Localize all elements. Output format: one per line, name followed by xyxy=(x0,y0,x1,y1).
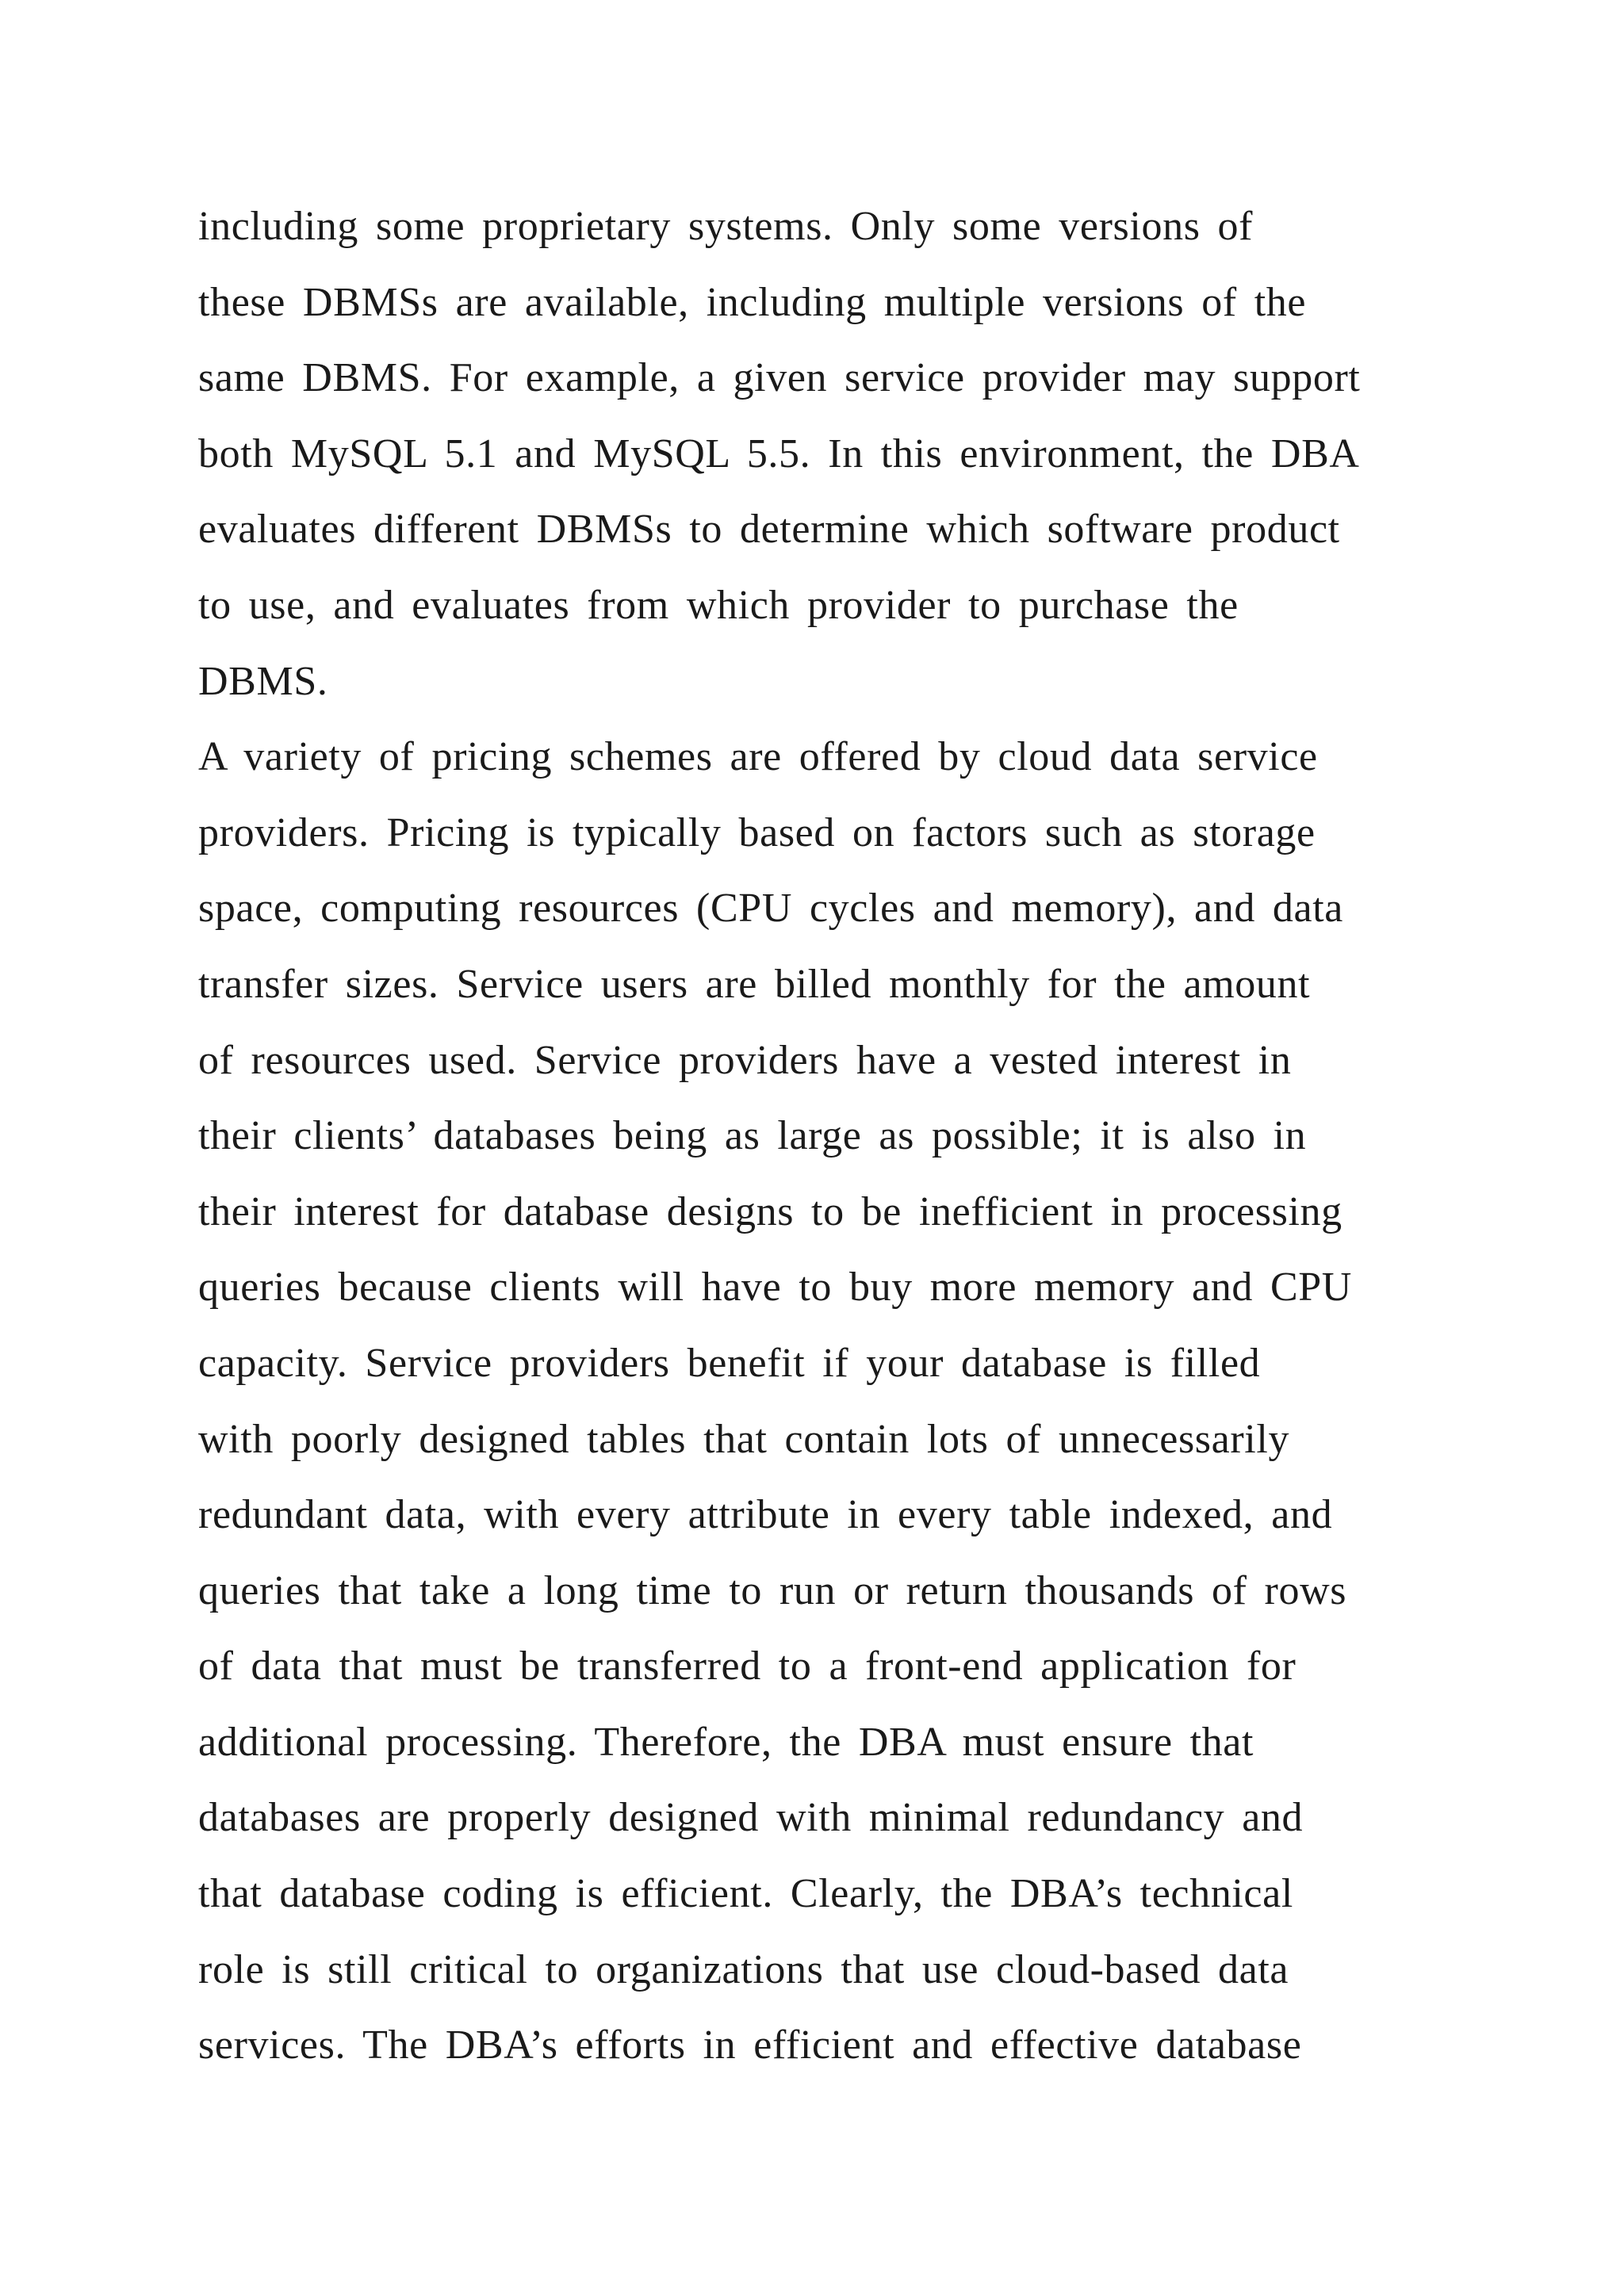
text-line: capacity. Service providers benefit if your database is filled xyxy=(198,1340,1261,1386)
text-line: role is still critical to organizations that use cloud-based data xyxy=(198,1946,1289,1992)
text-line: services. The DBA’s efforts in efficient and effective database xyxy=(198,2022,1302,2068)
text-line: queries because clients will have to buy more memory and CPU xyxy=(198,1265,1352,1311)
text-line: that database coding is efficient. Clearly, the DBA’s technical xyxy=(198,1871,1293,1917)
text-line: transfer sizes. Service users are billed monthly for the amount xyxy=(198,961,1311,1007)
text-line: queries that take a long time to run or return thousands of rows xyxy=(198,1567,1347,1613)
text-line: same DBMS. For example, a given service provider may support xyxy=(198,355,1361,401)
text-line: additional processing. Therefore, the DBA must ensure that xyxy=(198,1719,1254,1765)
text-line: A variety of pricing schemes are offered by cloud data service xyxy=(198,734,1318,780)
text-line: providers. Pricing is typically based on factors such as storage xyxy=(198,809,1316,855)
text-line: databases are properly designed with minimal redundancy and xyxy=(198,1795,1304,1841)
text-line: of data that must be transferred to a front-end application for xyxy=(198,1644,1297,1689)
text-line: evaluates different DBMSs to determine which software product xyxy=(198,507,1340,553)
text-line: DBMS. xyxy=(198,658,328,704)
text-line: including some proprietary systems. Only some versions of xyxy=(198,204,1254,249)
text-line: their clients’ databases being as large as possible; it is also in xyxy=(198,1113,1307,1159)
text-line: of resources used. Service providers have a vested interest in xyxy=(198,1037,1292,1083)
text-line: to use, and evaluates from which provider to purchase the xyxy=(198,582,1239,628)
text-line: with poorly designed tables that contain lots of unnecessarily xyxy=(198,1416,1290,1462)
text-line: redundant data, with every attribute in every table indexed, and xyxy=(198,1492,1333,1538)
text-line: both MySQL 5.1 and MySQL 5.5. In this environment, the DBA xyxy=(198,430,1360,476)
text-line: their interest for database designs to be inefficient in processing xyxy=(198,1188,1342,1234)
text-line: space, computing resources (CPU cycles and memory), and data xyxy=(198,886,1344,932)
body-text xyxy=(198,189,1435,2084)
text-line: these DBMSs are available, including multiple versions of the xyxy=(198,279,1307,325)
